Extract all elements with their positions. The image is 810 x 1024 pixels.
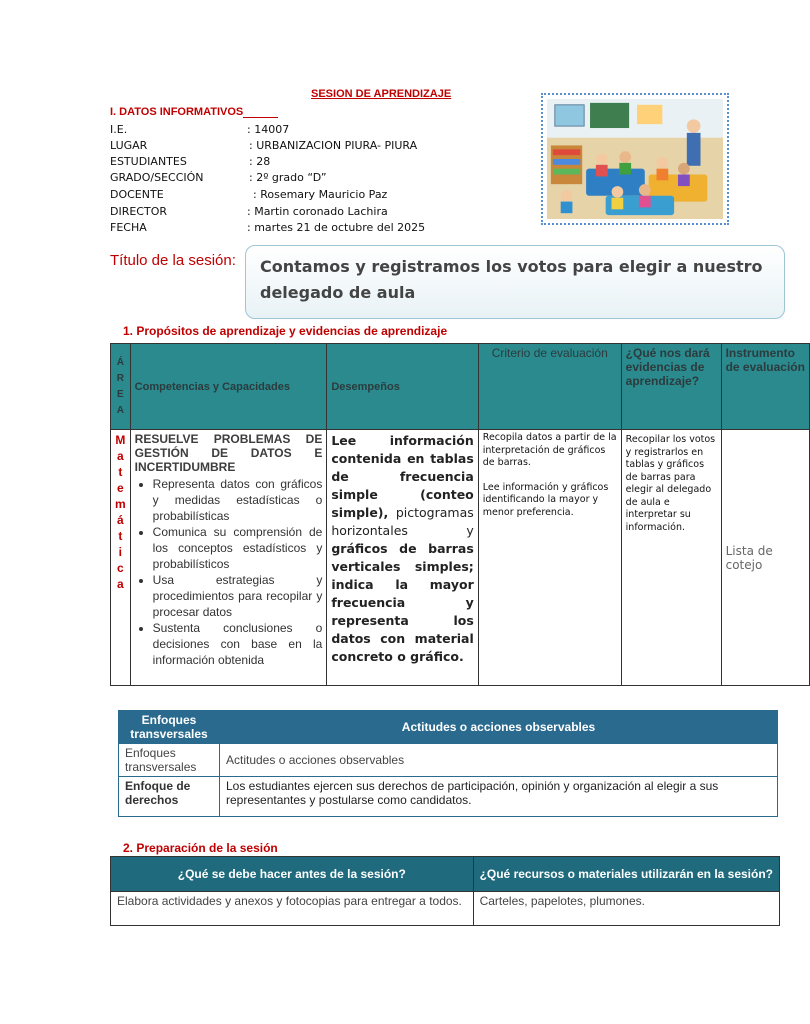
desempeno-text-c: gráficos de barras verticales simples; indica la mayor frecuencia y representa los datos con material concreto o gráfico. [331, 541, 474, 664]
enfoques-table [118, 710, 778, 817]
desempeno-text-b: pictogramas horizontales y [331, 505, 474, 538]
classroom-illustration [541, 93, 729, 225]
capacidades-list [135, 476, 323, 668]
desempeno-text-a: Lee información contenida en tablas de frecuencia simple (conteo simple), [331, 433, 474, 520]
info-value: : URBANIZACION PIURA- PIURA [249, 139, 418, 152]
info-label: LUGAR [110, 139, 148, 152]
criterio-item: Lee información y gráficos identificando la mayor y menor preferencia. [482, 481, 609, 518]
competencias-cell [130, 430, 327, 686]
header-area: Á R E A [111, 344, 131, 430]
header-competencias: Competencias y Capacidades [130, 344, 327, 430]
header-instrumento: Instrumento de evaluación [721, 344, 809, 430]
info-value: : Martin coronado Lachira [247, 205, 388, 218]
section-propositos: 1. Propósitos de aprendizaje y evidencias de aprendizaje [123, 324, 448, 338]
capacidad-item: • Representa datos con gráficos y medidas estadísticas o probabilísticas [153, 476, 323, 524]
info-label: FECHA [110, 221, 147, 234]
area-matematica: M a t e m á t i c a [111, 430, 131, 686]
preparacion-left: Elabora actividades y anexos y fotocopias para entregar a todos. [111, 892, 474, 926]
enfoque-derechos-actitud: Los estudiantes ejercen sus derechos de participación, opinión y organización al elegir a sus representantes y postularse como candidatos. [220, 777, 778, 817]
info-label: DIRECTOR [110, 205, 168, 218]
enfoques-header-left: Enfoques transversales [119, 711, 220, 744]
desempenos-cell [327, 430, 478, 686]
enfoques-row-right: Actitudes o acciones observables [220, 744, 778, 777]
preparacion-right: Carteles, papelotes, plumones. [473, 892, 779, 926]
info-label: ESTUDIANTES [110, 155, 187, 168]
criterio-item: Recopila datos a partir de la interpretación de gráficos de barras. [482, 432, 617, 468]
capacidad-item: • Usa estrategias y procedimientos para recopilar y procesar datos [153, 572, 323, 620]
header-evidencias: ¿Qué nos dará evidencias de aprendizaje? [621, 344, 721, 430]
info-value: : 28 [249, 155, 271, 168]
capacidad-item: • Comunica su comprensión de los conceptos estadísticos y probabilísticos [153, 524, 323, 572]
enfoques-row-left: Enfoques transversales [119, 744, 220, 777]
section-preparacion: 2. Preparación de la sesión [123, 841, 278, 855]
enfoque-derechos: Enfoque de derechos [119, 777, 220, 817]
info-value: : 2º grado “D” [249, 171, 327, 184]
instrumento-cell: Lista de cotejo [721, 430, 809, 686]
header-criterio: Criterio de evaluación [478, 344, 621, 430]
info-value: : 14007 [247, 123, 290, 136]
info-label: DOCENTE [110, 188, 164, 201]
section-datos-informativos: I. DATOS INFORMATIVOS [110, 106, 278, 118]
session-title-box: Contamos y registramos los votos para elegir a nuestro delegado de aula [245, 245, 785, 319]
session-title-label: Título de la sesión: [110, 252, 236, 269]
preparacion-header-right: ¿Qué recursos o materiales utilizarán en la sesión? [473, 857, 779, 892]
criterio-cell [478, 430, 621, 686]
evidencia-cell: Recopilar los votos y registrarlos en tablas y gráficos de barras para elegir al delegado de aula e interpretar su información. [621, 430, 721, 686]
preparacion-header-left: ¿Qué se debe hacer antes de la sesión? [111, 857, 474, 892]
enfoques-header-right: Actitudes o acciones observables [220, 711, 778, 744]
capacidad-item: • Sustenta conclusiones o decisiones con base en la información obtenida [153, 620, 323, 668]
competencia-title: RESUELVE PROBLEMAS DE GESTIÓN DE DATOS E INCERTIDUMBRE [134, 432, 323, 474]
preparacion-table [110, 856, 780, 926]
document-title: SESION DE APRENDIZAJE [311, 88, 452, 100]
header-desempenos: Desempeños [327, 344, 478, 430]
info-label: I.E. [110, 123, 128, 136]
propositos-table [110, 343, 810, 686]
info-value: : martes 21 de octubre del 2025 [247, 221, 426, 234]
info-value: : Rosemary Mauricio Paz [253, 188, 388, 201]
info-label: GRADO/SECCIÓN [110, 171, 204, 184]
info-block [110, 123, 530, 243]
